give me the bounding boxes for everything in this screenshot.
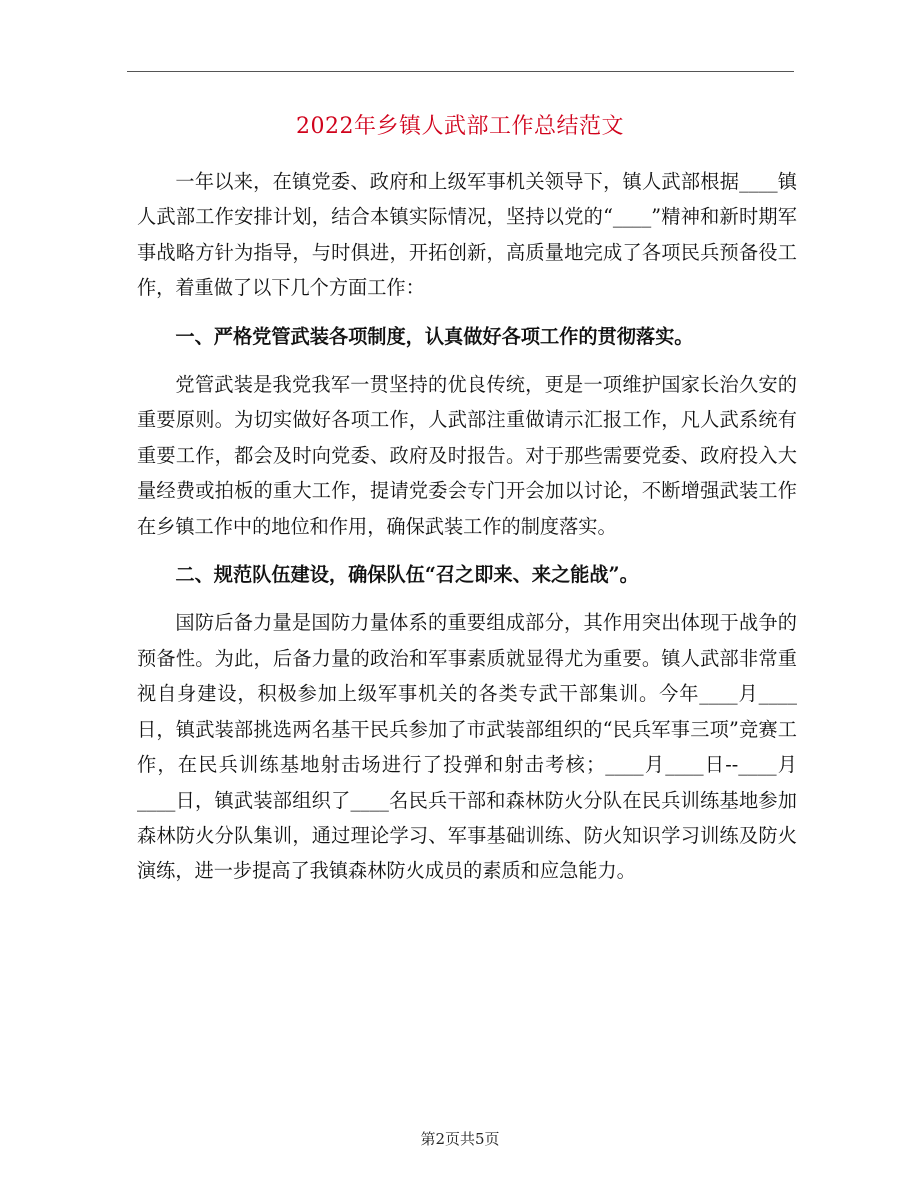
section-heading-2: 二、规范队伍建设，确保队伍“召之即来、来之能战”。 (175, 563, 639, 587)
document-body (137, 164, 797, 889)
section-heading-1: 一、严格党管武装各项制度，认真做好各项工作的贯彻落实。 (175, 324, 694, 348)
page-footer: 第2页共5页 (420, 1130, 500, 1148)
section-2-paragraph: 国防后备力量是国防力量体系的重要组成部分，其作用突出体现于战争的预备性。为此，后备力量的政治和军事素质就显得尤为重要。镇人武部非常重视自身建设，积极参加上级军事机关的各类专武干部集训。今年____月____日，镇武装部挑选两名基干民兵参加了市武装部组织的“民兵军事三项”竞赛工作，在民兵训练基地射击场进行了投弹和射击考核；____月____日--____月____日，镇武装部组织了____名民兵干部和森林防火分队在民兵训练基地参加森林防火分队集训，通过理论学习、军事基础训练、防火知识学习训练及防火演练，进一步提高了我镇森林防火成员的素质和应急能力。 (137, 611, 797, 883)
section-1-paragraph: 党管武装是我党我军一贯坚持的优良传统，更是一项维护国家长治久安的重要原则。为切实做好各项工作，人武部注重做请示汇报工作，凡人武系统有重要工作，都会及时向党委、政府及时报告。对于那些需要党委、政府投入大量经费或拍板的重大工作，提请党委会专门开会加以讨论，不断增强武装工作在乡镇工作中的地位和作用，确保武装工作的制度落实。 (137, 373, 797, 538)
document-title: 2022年乡镇人武部工作总结范文 (296, 114, 624, 139)
header-rule (127, 71, 794, 72)
intro-paragraph: 一年以来，在镇党委、政府和上级军事机关领导下，镇人武部根据____镇人武部工作安排计划，结合本镇实际情况，坚持以党的“____”精神和新时期军事战略方针为指导，与时俱进，开拓创新，高质量地完成了各项民兵预备役工作，着重做了以下几个方面工作： (137, 170, 797, 300)
